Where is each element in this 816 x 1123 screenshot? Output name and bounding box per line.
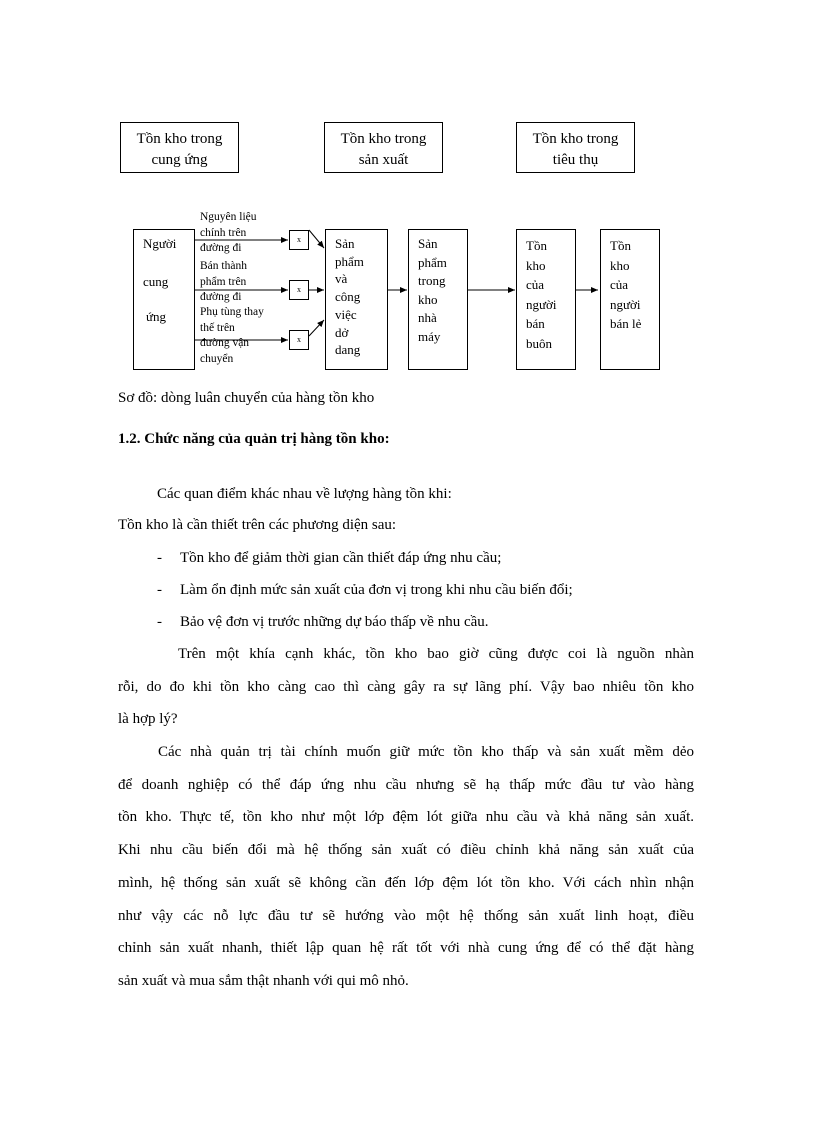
bullet-item: Làm ổn định mức sản xuất của đơn vị trong khi nhu cầu biến đổi; [180, 582, 573, 598]
bullet-marker: - [157, 550, 162, 566]
stage-box-production [324, 122, 443, 173]
paragraph-line: tồn kho. Thực tế, tồn kho như một lớp đệm lót giữa nhu cầu và khả năng sản xuất. [118, 809, 694, 826]
stage-supply-line-2: cung ứng [151, 152, 208, 168]
paragraph-line: Khi nhu cầu biến đổi mà hệ thống sản xuất có điều chỉnh khả năng sản xuất của [118, 842, 694, 859]
wholesale-line: Tồn [526, 238, 547, 253]
wip-line: phẩm [335, 253, 364, 269]
paragraph-line: Các nhà quản trị tài chính muốn giữ mức tồn kho thấp và sản xuất mềm dẻo [158, 744, 694, 760]
flow-label-line: Phụ tùng thay [200, 306, 264, 318]
flow-label-line: đường đi [200, 291, 242, 304]
wip-box [325, 229, 388, 370]
junction-box-2: x [289, 280, 309, 300]
stage-production-line-1: Tồn kho trong [340, 131, 427, 147]
flow-label-line: phẩm trên [200, 275, 247, 288]
wip-line: và [335, 271, 348, 287]
flow-label-line: Bán thành [200, 260, 247, 272]
wholesale-line: kho [526, 257, 546, 273]
paragraph-line: Trên một khía cạnh khác, tồn kho bao giờ cũng được coi là nguồn nhàn [178, 646, 694, 662]
stage-consumption-line-2: tiêu thụ [552, 152, 599, 168]
flow-label-line: thế trên [200, 321, 235, 334]
flow-label-raw-materials [200, 210, 257, 257]
supplier-line-1: Người [143, 236, 177, 251]
merge-arrow-1 [309, 230, 324, 248]
wholesale-stock-box [516, 229, 576, 370]
wip-line: Sản [335, 236, 355, 251]
merge-arrow-3 [309, 320, 324, 336]
retail-stock-box [600, 229, 660, 370]
bullet-item: Tồn kho để giảm thời gian cần thiết đáp ứng nhu cầu; [180, 550, 502, 566]
stage-box-supply [120, 122, 239, 173]
paragraph-2 [118, 736, 694, 998]
supplier-line-2: cung [143, 274, 169, 289]
supplier-line-3: ứng [146, 309, 167, 324]
intro-line: Các quan điểm khác nhau về lượng hàng tồn khi: [157, 486, 452, 502]
factory-line: máy [418, 328, 441, 344]
wip-line: dang [335, 342, 361, 358]
retail-line: Tồn [610, 238, 631, 253]
wholesale-line: người [526, 296, 557, 312]
diagram-caption: Sơ đồ: dòng luân chuyển của hàng tồn kho [118, 390, 375, 406]
lead-line: Tồn kho là cần thiết trên các phương diện sau: [118, 517, 397, 533]
paragraph-line: rỗi, do đo khi tồn kho càng cao thì càng gây ra sự lãng phí. Vậy bao nhiêu tồn kho [118, 678, 694, 695]
flow-label-line: chuyển [200, 353, 234, 366]
retail-line: người [610, 296, 641, 312]
factory-stock-box [408, 229, 468, 370]
retail-line: của [610, 277, 629, 293]
bullet-item: Bảo vệ đơn vị trước những dự báo thấp về nhu cầu. [180, 614, 489, 630]
stage-box-consumption [516, 122, 635, 173]
wip-line: công [335, 289, 361, 305]
flow-label-line: đường vận [200, 337, 250, 350]
supplier-box [133, 229, 195, 370]
flow-label-spare-parts [200, 305, 264, 368]
retail-line: bán lẻ [610, 316, 642, 332]
factory-line: Sản [418, 236, 438, 251]
paragraph-1 [118, 638, 694, 736]
stage-supply-line-1: Tồn kho trong [136, 131, 223, 147]
stage-production-line-2: sản xuất [358, 152, 409, 168]
flow-label-line: Nguyên liệu [200, 211, 257, 223]
flow-label-line: chính trên [200, 226, 247, 239]
paragraph-line: sản xuất và mua sắm thật nhanh với qui mô nhỏ. [118, 972, 409, 989]
factory-line: nhà [418, 310, 437, 325]
bullet-marker: - [157, 614, 162, 630]
wholesale-line: của [526, 277, 545, 293]
section-heading: 1.2. Chức năng của quản trị hàng tồn kho: [118, 431, 390, 447]
factory-line: phẩm [418, 254, 447, 270]
factory-line: kho [418, 291, 438, 307]
paragraph-line: như vậy các nỗ lực đầu tư sẽ hướng vào một hệ thống sản xuất linh hoạt, điều [118, 907, 694, 924]
junction-box-1: x [289, 230, 309, 250]
paragraph-line: để doanh nghiệp có thể đáp ứng nhu cầu nhưng sẽ hạ thấp mức đầu tư vào hàng [118, 776, 694, 793]
wholesale-line: bán [526, 316, 545, 332]
wip-line: dở [335, 324, 349, 340]
flow-label-semi-finished [200, 259, 247, 306]
wholesale-line: buôn [526, 335, 552, 351]
flow-label-line: đường đi [200, 242, 242, 255]
paragraph-line: chỉnh sản xuất nhanh, thiết lập quan hệ rất tốt với nhà cung ứng để có thể đặt hàng [118, 940, 694, 957]
paragraph-line: là hợp lý? [118, 711, 178, 728]
bullet-marker: - [157, 582, 162, 598]
retail-line: kho [610, 257, 630, 273]
wip-line: việc [335, 306, 357, 322]
junction-box-3: x [289, 330, 309, 350]
paragraph-line: mình, hệ thống sản xuất sẽ không cần đến lớp đệm lót tồn kho. Với cách nhìn nhận [118, 874, 694, 891]
stage-consumption-line-1: Tồn kho trong [532, 131, 619, 147]
factory-line: trong [418, 273, 446, 288]
